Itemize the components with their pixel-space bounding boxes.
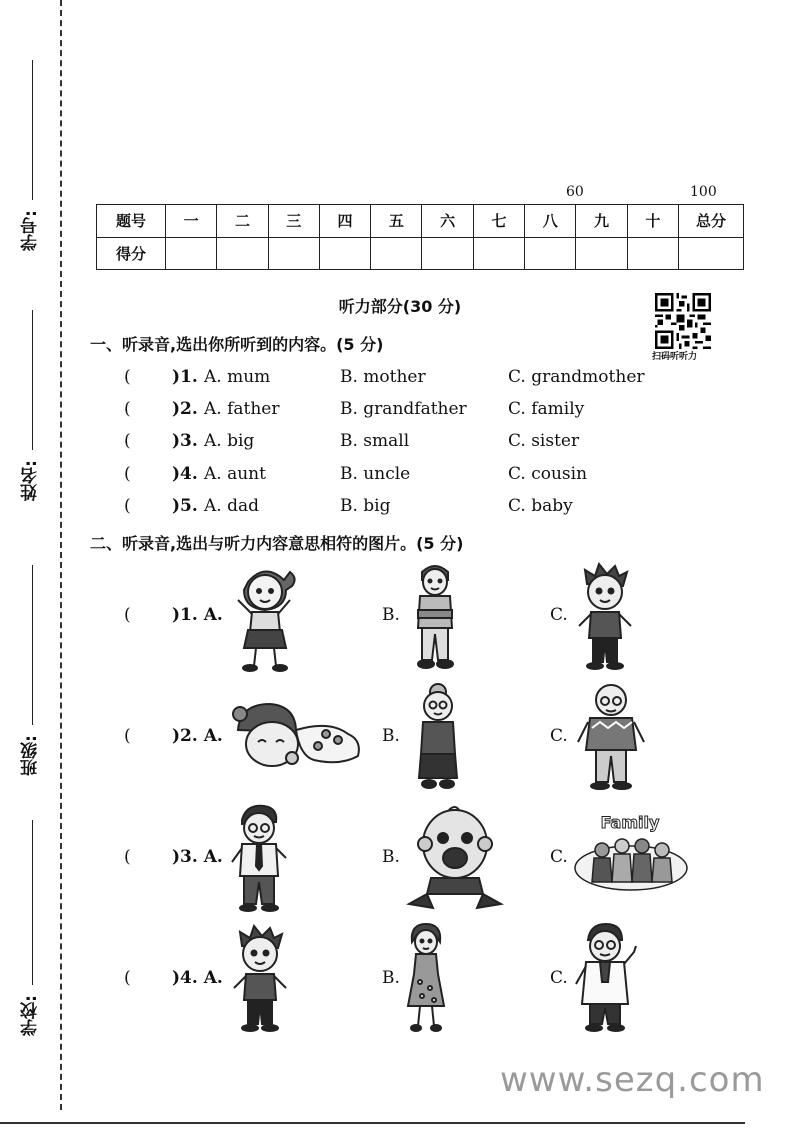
score-value: 100 [690, 184, 717, 200]
boy-picture[interactable] [230, 924, 290, 1034]
option-c-label: C. [550, 605, 568, 625]
option-b: B. mother [340, 367, 426, 387]
score-cell[interactable] [473, 237, 524, 270]
option-c: C. family [508, 399, 585, 419]
answer-blank[interactable]: ( [124, 847, 131, 867]
binding-margin [0, 0, 70, 1131]
question-number: )1. A. [172, 605, 223, 625]
option-b: B. grandfather [340, 399, 467, 419]
question-number: )2. [172, 399, 198, 419]
qr-code-icon[interactable] [655, 293, 711, 349]
option-b-label: B. [382, 726, 400, 746]
header-cell: 题号 [97, 205, 166, 238]
option-c: C. baby [508, 496, 573, 516]
header-cell: 十 [627, 205, 678, 238]
question-number: )1. [172, 367, 198, 387]
option-b: B. big [340, 496, 391, 516]
part1-question-4 [120, 464, 760, 490]
score-cell[interactable] [217, 237, 268, 270]
question-number: )3. A. [172, 847, 223, 867]
watermark: www.sezq.com [500, 1060, 765, 1100]
school-line [32, 820, 33, 985]
score-cell[interactable] [371, 237, 422, 270]
family-sign: Family [600, 813, 660, 832]
bottom-rule [0, 1122, 745, 1124]
question-number: )4. [172, 464, 198, 484]
option-c: C. sister [508, 431, 580, 451]
crying-baby-picture[interactable] [405, 804, 505, 912]
header-cell: 八 [525, 205, 576, 238]
option-c-label: C. [550, 968, 568, 988]
header-cell: 总分 [679, 205, 744, 238]
woman-in-dress-picture[interactable] [404, 922, 448, 1034]
option-a: A. mum [204, 367, 271, 387]
option-c: C. grandmother [508, 367, 645, 387]
score-table-score-row [97, 237, 744, 270]
sleeping-baby-picture[interactable] [230, 700, 364, 772]
doctor-picture[interactable] [574, 922, 638, 1034]
score-cell[interactable] [166, 237, 217, 270]
option-c-label: C. [550, 726, 568, 746]
score-table [96, 204, 744, 270]
question-number: )2. A. [172, 726, 223, 746]
part1-question-1 [120, 367, 760, 393]
header-cell: 一 [166, 205, 217, 238]
question-number: )4. A. [172, 968, 223, 988]
part2-title: 二、听录音,选出与听力内容意思相符的图片。(5 分) [90, 534, 464, 553]
header-cell: 五 [371, 205, 422, 238]
part1-title: 一、听录音,选出你所听到的内容。(5 分) [90, 335, 384, 354]
family-group-picture[interactable] [572, 812, 690, 892]
student-number-label: 学号: [21, 210, 41, 251]
score-cell[interactable] [319, 237, 370, 270]
option-a: A. father [204, 399, 280, 419]
answer-blank[interactable]: ( [124, 726, 131, 746]
score-cell[interactable] [679, 237, 744, 270]
cut-line [60, 0, 62, 1110]
grandfather-picture[interactable] [576, 682, 646, 792]
name-field [18, 310, 46, 510]
part1-question-3 [120, 431, 760, 457]
option-a: A. dad [204, 496, 259, 516]
listening-section-title: 听力部分(30 分) [338, 297, 462, 316]
option-a: A. big [204, 431, 255, 451]
boy-picture[interactable] [575, 562, 635, 672]
header-cell: 二 [217, 205, 268, 238]
part1-question-2 [120, 399, 760, 425]
score-cell[interactable] [525, 237, 576, 270]
answer-blank[interactable]: ( [124, 367, 131, 387]
option-c-label: C. [550, 847, 568, 867]
answer-blank[interactable]: ( [124, 464, 131, 484]
man-arms-crossed-picture[interactable] [410, 562, 460, 672]
score-cell[interactable] [576, 237, 627, 270]
class-label: 班级: [21, 735, 41, 776]
part1-question-5 [120, 496, 760, 522]
student-number-line [32, 60, 33, 200]
score-table-header-row [97, 205, 744, 238]
score-cell[interactable] [422, 237, 473, 270]
score-cell[interactable] [268, 237, 319, 270]
header-cell: 六 [422, 205, 473, 238]
option-c: C. cousin [508, 464, 588, 484]
option-b-label: B. [382, 605, 400, 625]
option-b-label: B. [382, 847, 400, 867]
answer-blank[interactable]: ( [124, 496, 131, 516]
student-number-field [18, 60, 46, 260]
question-number: )3. [172, 431, 198, 451]
header-cell: 三 [268, 205, 319, 238]
school-field [18, 820, 46, 1045]
class-field [18, 565, 46, 785]
answer-blank[interactable]: ( [124, 399, 131, 419]
school-label: 学校: [21, 995, 41, 1036]
question-number: )5. [172, 496, 198, 516]
answer-blank[interactable]: ( [124, 605, 131, 625]
time-value: 60 [566, 184, 584, 200]
option-a: A. aunt [204, 464, 266, 484]
name-line [32, 310, 33, 450]
header-cell: 七 [473, 205, 524, 238]
option-b-label: B. [382, 968, 400, 988]
grandmother-picture[interactable] [415, 682, 461, 792]
score-row-label: 得分 [97, 237, 166, 270]
class-line [32, 565, 33, 725]
header-cell: 四 [319, 205, 370, 238]
option-b: B. small [340, 431, 410, 451]
name-label: 姓名: [21, 460, 41, 501]
answer-blank[interactable]: ( [124, 431, 131, 451]
qr-caption: 扫码听听力 [652, 352, 698, 362]
header-cell: 九 [576, 205, 627, 238]
score-cell[interactable] [627, 237, 678, 270]
option-b: B. uncle [340, 464, 411, 484]
answer-blank[interactable]: ( [124, 968, 131, 988]
man-with-glasses-picture[interactable] [228, 802, 290, 912]
girl-picture[interactable] [228, 562, 302, 672]
